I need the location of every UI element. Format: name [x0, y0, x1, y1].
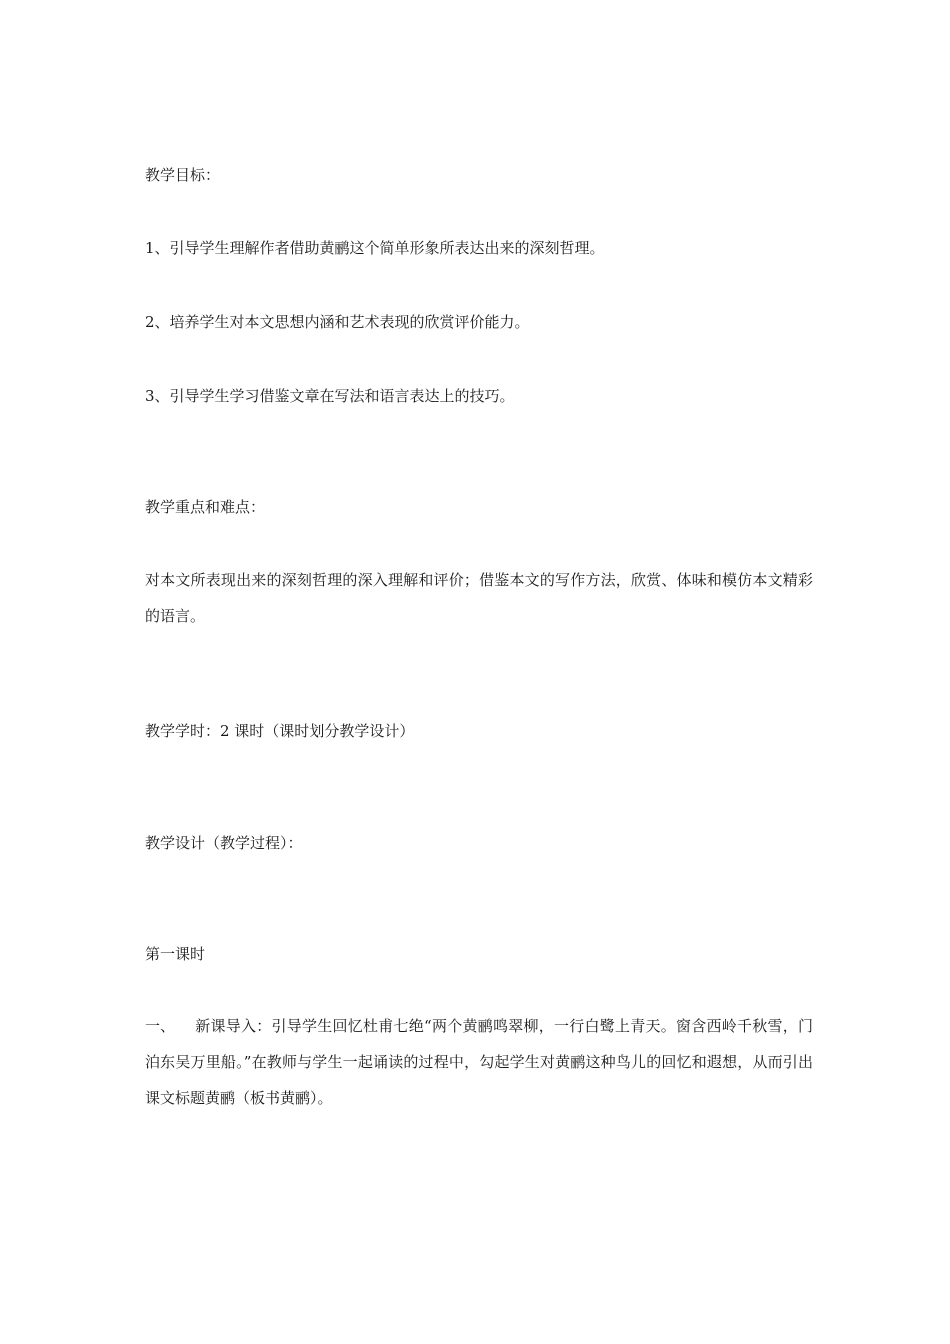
teaching-hours: 教学学时：2 课时（课时划分教学设计）	[145, 722, 415, 740]
step-one-text: 新课导入：引导学生回忆杜甫七绝“两个黄鹂鸣翠柳，一行白鹭上青天。窗含西岭千秋雪，门泊东吴万里船。”在教师与学生一起诵读的过程中，勾起学生对黄鹂这种鸟儿的回忆和遐想，从而引出课文标题黄鹂（板书黄鹂）。	[145, 1017, 813, 1107]
objective-item-1: 1、引导学生理解作者借助黄鹂这个简单形象所表达出来的深刻哲理。	[145, 239, 605, 257]
objective-item-2: 2、培养学生对本文思想内涵和艺术表现的欣赏评价能力。	[145, 313, 530, 331]
objective-item-3: 3、引导学生学习借鉴文章在写法和语言表达上的技巧。	[145, 387, 515, 405]
step-one-paragraph	[145, 1008, 813, 1116]
design-heading: 教学设计（教学过程）：	[145, 834, 303, 852]
step-one-number: 一、	[145, 1017, 176, 1035]
objectives-heading: 教学目标：	[145, 166, 221, 184]
key-points-text: 对本文所表现出来的深刻哲理的深入理解和评价；借鉴本文的写作方法，欣赏、体味和模仿本文精彩的语言。	[145, 571, 813, 625]
lesson-title: 第一课时	[145, 945, 206, 963]
key-points-heading: 教学重点和难点：	[145, 498, 266, 516]
